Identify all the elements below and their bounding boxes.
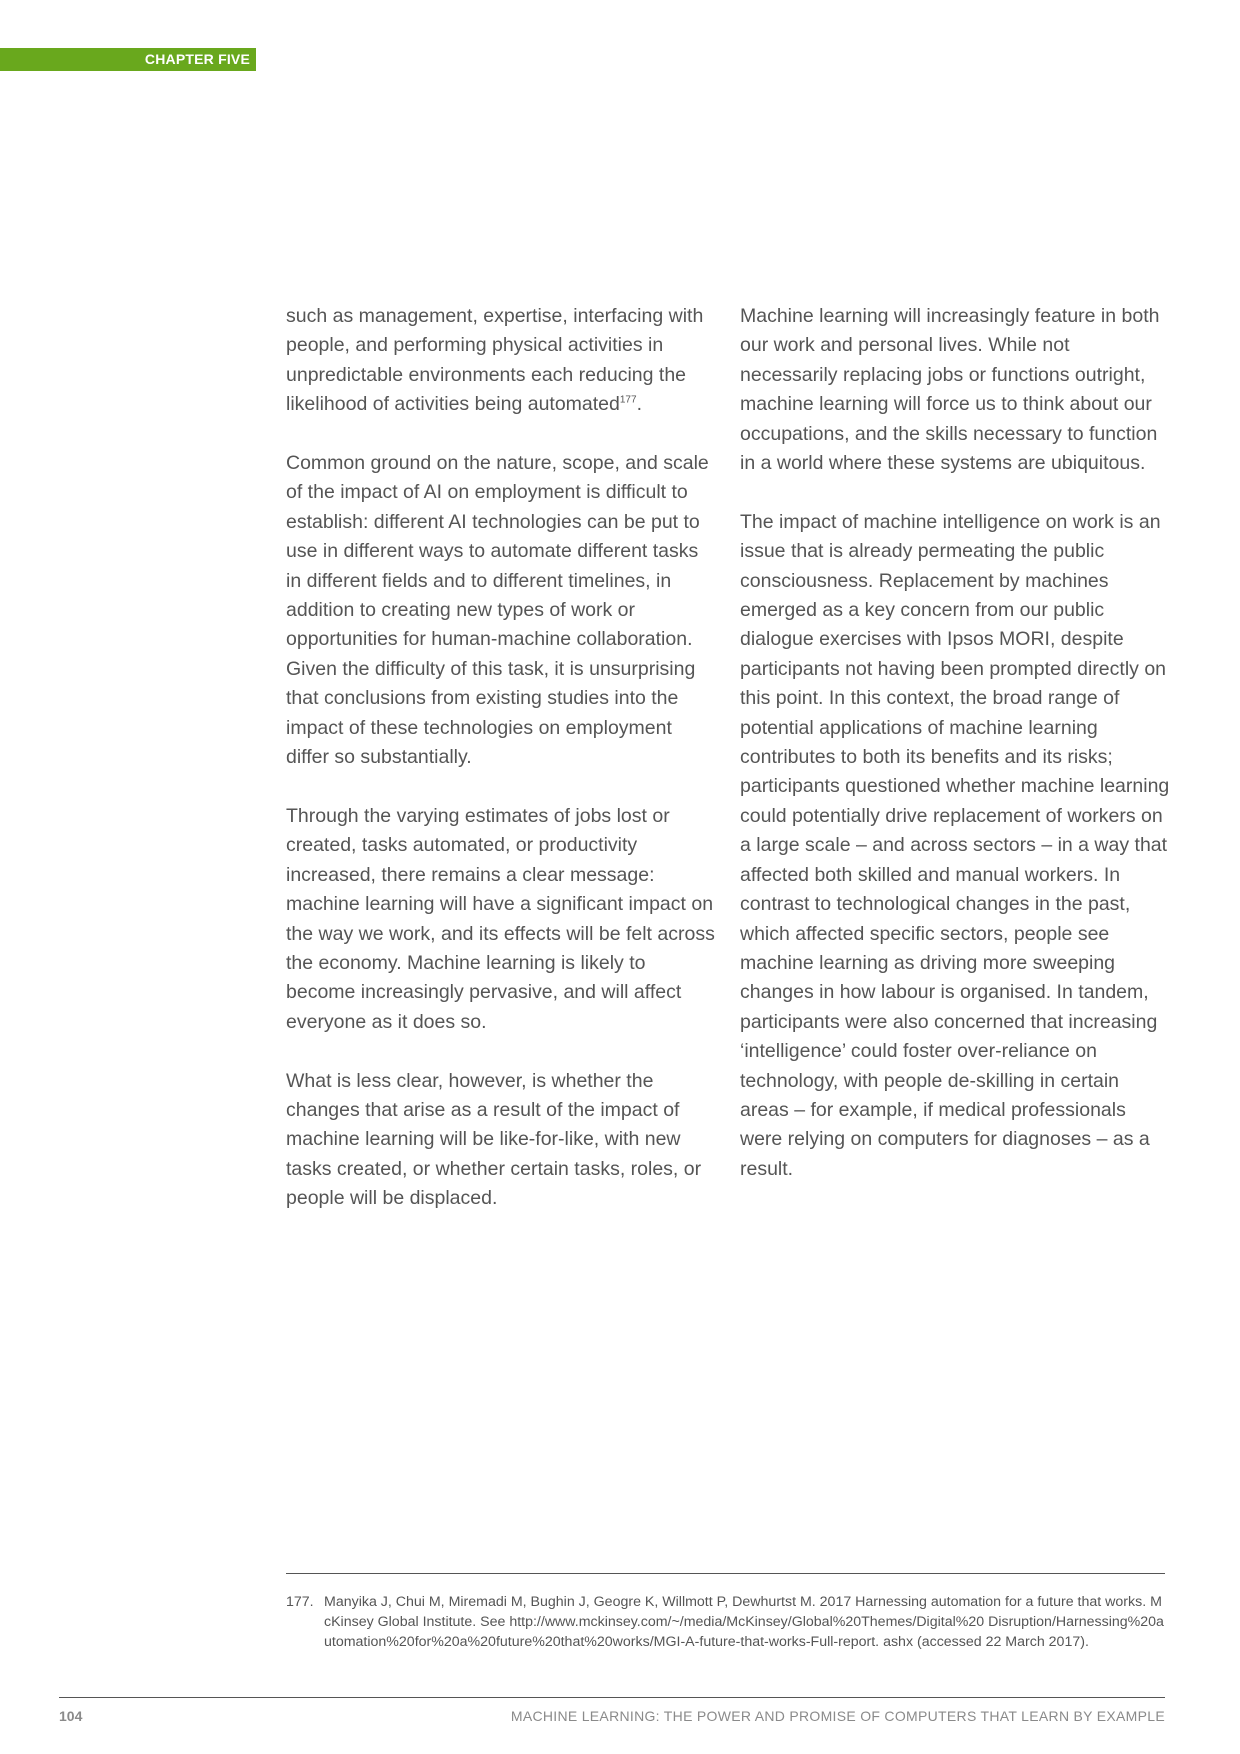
left-paragraph-1	[286, 302, 718, 420]
footer-divider	[59, 1697, 1165, 1698]
page-number: 104	[59, 1708, 83, 1724]
left-column	[286, 302, 718, 1243]
right-paragraph-1: Machine learning will increasingly feature in both our work and personal lives. While not necessarily replacing jobs or functions outright, machine learning will force us to think about our occupations, and the skills necessary to function in a world where these systems are ubiquitous.	[740, 305, 1160, 475]
footnote-text: Manyika J, Chui M, Miremadi M, Bughin J, Geogre K, Willmott P, Dewhurtst M. 2017 Harnessing automation for a future that works. McKinsey Global Institute. See http://www.mckinsey.com/~/media/McKinsey/Global%20Themes/Digital%20 Disruption/Harnessing%20automation%20for%20a%20future%20that%20works/MGI-A-future-that-works-Full-report. ashx (accessed 22 March 2017).	[324, 1594, 1164, 1650]
left-paragraph-4: What is less clear, however, is whether the changes that arise as a result of the impact of machine learning will be like-for-like, with new tasks created, or whether certain tasks, roles, or people will be displaced.	[286, 1069, 702, 1210]
footnote-divider	[286, 1573, 1165, 1574]
footnote-number: 177.	[286, 1594, 314, 1610]
running-title: MACHINE LEARNING: THE POWER AND PROMISE OF COMPUTERS THAT LEARN BY EXAMPLE	[510, 1708, 1165, 1724]
left-paragraph-1-period: .	[636, 393, 642, 416]
left-paragraph-2: Common ground on the nature, scope, and scale of the impact of AI on employment is difficult to establish: different AI technologies can be put to use in different ways to automate different tasks in different fields and to different timelines, in addition to creating new types of work or opportunities for human-machine collaboration. Given the difficulty of this task, it is unsurprising that conclusions from existing studies into the impact of these technologies on employment differ so substantially.	[286, 452, 709, 769]
right-paragraph-2: The impact of machine intelligence on work is an issue that is already permeating the public consciousness. Replacement by machines emerged as a key concern from our public dialogue exercises with Ipsos MORI, despite participants not having been prompted directly on this point. In this context, the broad range of potential applications of machine learning contributes to both its benefits and its risks; participants questioned whether machine learning could potentially drive replacement of workers on a large scale – and across sectors – in a way that affected both skilled and manual workers. In contrast to technological changes in the past, which affected specific sectors, people see machine learning as driving more sweeping changes in how labour is organised. In tandem, participants were also concerned that increasing ‘intelligence’ could foster over-reliance on technology, with people de-skilling in certain areas – for example, if medical professionals were relying on computers for diagnoses – as a result.	[740, 510, 1170, 1180]
right-column	[740, 302, 1172, 1214]
footnote-reference[interactable]: 177	[619, 394, 637, 406]
footnote	[286, 1592, 1166, 1652]
chapter-label: CHAPTER FIVE	[0, 48, 256, 71]
left-paragraph-1-text: such as management, expertise, interfacing with people, and performing physical activities in unpredictable environments each reducing the likelihood of activities being automated	[286, 305, 704, 416]
left-paragraph-3: Through the varying estimates of jobs lost or created, tasks automated, or productivity increased, there remains a clear message: machine learning will have a significant impact on the way we work, and its effects will be felt across the economy. Machine learning is likely to become increasingly pervasive, and will affect everyone as it does so.	[286, 804, 715, 1033]
